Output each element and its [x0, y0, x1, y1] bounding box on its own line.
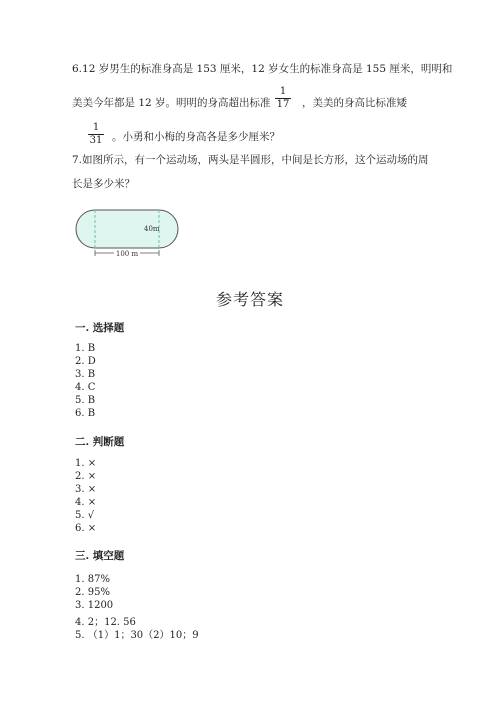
- q7-line2: 长是多少米？: [72, 178, 135, 190]
- answer-item: 2. D: [75, 356, 96, 367]
- section-heading-choice: 一. 选择题: [75, 322, 125, 334]
- fraction-denominator: 17: [276, 99, 290, 110]
- answer-item: 2. ×: [75, 471, 97, 482]
- answer-item: 4. ×: [75, 497, 97, 508]
- answer-item: 2. 95%: [75, 587, 110, 598]
- q6-line2b: ，美美的身高比标准矮: [302, 97, 407, 109]
- q6-line1: 6.12 岁男生的标准身高是 153 厘米，12 岁女生的标准身高是 155 厘米，明明和: [72, 63, 453, 75]
- answer-item: 4. C: [75, 382, 96, 393]
- answer-item: 4. 2；12. 56: [75, 617, 136, 628]
- field-outline: [76, 210, 178, 248]
- q6-line2a: 美美今年都是 12 岁。明明的身高超出标准: [72, 97, 271, 109]
- fraction-numerator: 1: [275, 86, 291, 99]
- answer-item: 5. B: [75, 395, 96, 406]
- answer-item: 5. （1）1；30（2）10；9: [75, 630, 199, 641]
- sports-field-figure: [74, 203, 186, 265]
- fraction-numerator: 1: [88, 122, 104, 135]
- answers-title: 参考答案: [215, 290, 284, 309]
- answer-item: 5. √: [75, 510, 95, 521]
- fraction-denominator: 31: [89, 135, 103, 146]
- answer-item: 1. B: [75, 343, 96, 354]
- height-label: 40m: [144, 225, 160, 233]
- answer-item: 3. 1200: [75, 600, 114, 611]
- q6-line3: 。小勇和小梅的身高各是多少厘米？: [112, 131, 280, 143]
- q6-fraction-2: [88, 122, 104, 147]
- answer-item: 1. ×: [75, 458, 97, 469]
- section-heading-judge: 二. 判断题: [75, 436, 125, 448]
- q6-fraction-1: [275, 86, 291, 111]
- q7-line1: 7.如图所示，有一个运动场，两头是半圆形，中间是长方形，这个运动场的周: [72, 154, 429, 166]
- width-label: 100 m: [115, 250, 139, 258]
- answer-item: 6. B: [75, 408, 96, 419]
- answer-item: 6. ×: [75, 523, 97, 534]
- answer-item: 3. B: [75, 369, 96, 380]
- answer-item: 1. 87%: [75, 574, 110, 585]
- section-heading-fill: 三. 填空题: [75, 550, 125, 562]
- answer-item: 3. ×: [75, 484, 97, 495]
